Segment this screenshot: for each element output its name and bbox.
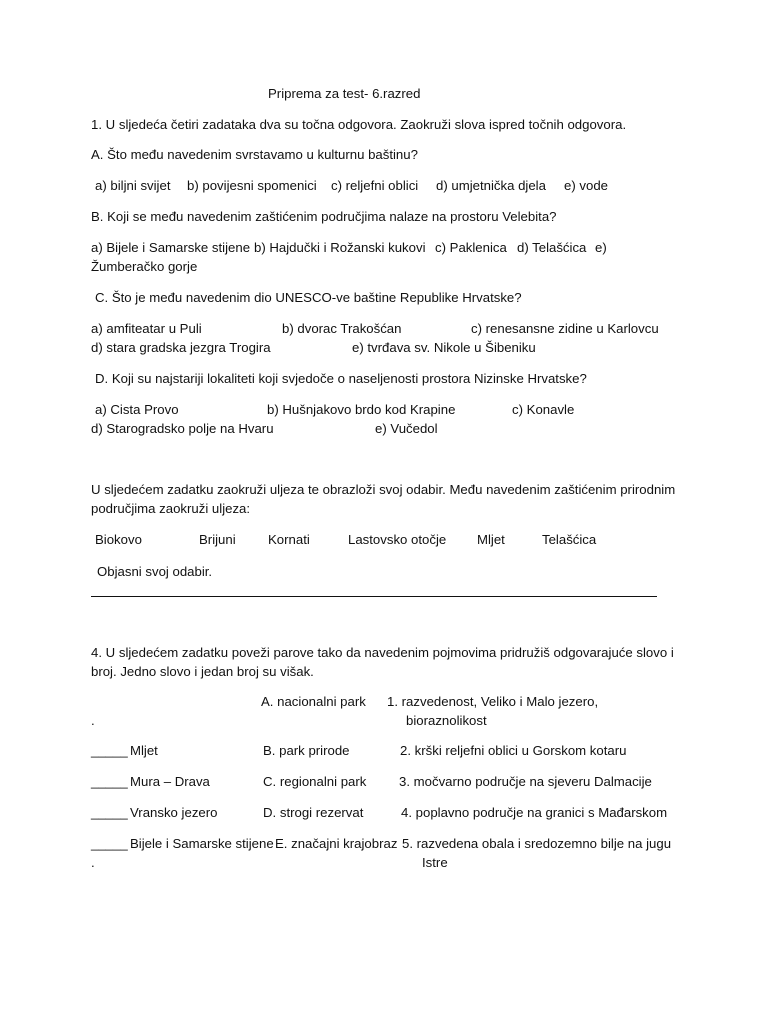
q3-option-kornati: Kornati — [268, 532, 310, 547]
q1c-option-d: d) stara gradska jezgra Trogira — [91, 340, 271, 355]
q1c-option-a: a) amfiteatar u Puli — [91, 321, 202, 336]
q1a-option-b: b) povijesni spomenici — [187, 178, 317, 193]
q3-option-lastovsko: Lastovsko otočje — [348, 532, 447, 547]
q4-letter-e: E. značajni krajobraz — [275, 836, 398, 851]
q4-letter-c: C. regionalni park — [263, 774, 367, 789]
q4-number-1: 1. razvedenost, Veliko i Malo jezero, — [387, 694, 599, 709]
q1b-option-b: b) Hajdučki i Rožanski kukovi — [254, 240, 426, 255]
q4-term-bijele: Bijele i Samarske stijene — [130, 836, 274, 851]
q4-letter-a: A. nacionalni park — [261, 694, 366, 709]
q4-letter-b: B. park prirode — [263, 743, 350, 758]
q1c-question: C. Što je među navedenim dio UNESCO-ve baštine Republike Hrvatske? — [95, 290, 522, 305]
q4-number-3: 3. močvarno područje na sjeveru Dalmacije — [399, 774, 652, 789]
q4-blank-4[interactable]: _____ — [91, 836, 128, 851]
q1d-option-d: d) Starogradsko polje na Hvaru — [91, 421, 274, 436]
q1a-option-e: e) vode — [564, 178, 608, 193]
q4-number-2: 2. krški reljefni oblici u Gorskom kotaru — [400, 743, 627, 758]
q1a-option-a: a) biljni svijet — [95, 178, 171, 193]
q1d-option-e: e) Vučedol — [375, 421, 438, 436]
q1c-option-c: c) renesansne zidine u Karlovcu — [471, 321, 659, 336]
q3-option-biokovo: Biokovo — [95, 532, 142, 547]
q1a-option-d: d) umjetnička djela — [436, 178, 546, 193]
q1-instruction: 1. U sljedeća četiri zadataka dva su točna odgovora. Zaokruži slova ispred točnih odgovora. — [91, 117, 627, 132]
q4-instruction-line1: 4. U sljedećem zadatku poveži parove tako da navedenim pojmovima pridružiš odgovarajuće slovo i — [91, 645, 674, 660]
q3-option-brijuni: Brijuni — [199, 532, 236, 547]
q1b-option-c: c) Paklenica — [435, 240, 507, 255]
q1d-option-c: c) Konavle — [512, 402, 575, 417]
q4-dot-1: . — [91, 713, 95, 728]
q4-blank-3[interactable]: _____ — [91, 805, 128, 820]
q1a-option-c: c) reljefni oblici — [331, 178, 419, 193]
q1c-option-b: b) dvorac Trakošćan — [282, 321, 402, 336]
q1b-option-e-text: Žumberačko gorje — [91, 259, 198, 274]
q4-number-5: 5. razvedena obala i sredozemno bilje na jugu — [402, 836, 672, 851]
q1d-option-b: b) Hušnjakovo brdo kod Krapine — [267, 402, 456, 417]
q4-letter-d: D. strogi rezervat — [263, 805, 364, 820]
q3-instruction-line1: U sljedećem zadatku zaokruži uljeza te obrazloži svoj odabir. Među navedenim zaštićenim prirodnim — [91, 482, 676, 497]
q1d-question: D. Koji su najstariji lokaliteti koji svjedoče o naseljenosti prostora Nizinske Hrvatske? — [95, 371, 587, 386]
q1b-question: B. Koji se među navedenim zaštićenim područjima nalaze na prostoru Velebita? — [91, 209, 557, 224]
q1b-option-d: d) Telašćica — [517, 240, 587, 255]
q4-term-vransko: Vransko jezero — [130, 805, 218, 820]
q3-instruction-line2: područjima zaokruži uljeza: — [91, 501, 251, 516]
answer-line — [91, 596, 657, 597]
q4-blank-1[interactable]: _____ — [91, 743, 128, 758]
q1c-option-e: e) tvrđava sv. Nikole u Šibeniku — [352, 340, 536, 355]
q4-number-5-cont: Istre — [422, 855, 448, 870]
q4-number-4: 4. poplavno područje na granici s Mađarskom — [401, 805, 668, 820]
q3-option-mljet: Mljet — [477, 532, 505, 547]
q1a-question: A. Što među navedenim svrstavamo u kulturnu baštinu? — [91, 147, 418, 162]
q1b-option-e: e) — [595, 240, 607, 255]
page-title: Priprema za test- 6.razred — [268, 86, 421, 101]
q1b-option-a: a) Bijele i Samarske stijene — [91, 240, 251, 255]
q3-explain-label: Objasni svoj odabir. — [97, 564, 213, 579]
q1d-option-a: a) Cista Provo — [95, 402, 179, 417]
q4-instruction-line2: broj. Jedno slovo i jedan broj su višak. — [91, 664, 314, 679]
q4-dot-2: . — [91, 855, 95, 870]
q4-term-mura-drava: Mura – Drava — [130, 774, 210, 789]
q3-option-telascica: Telašćica — [542, 532, 597, 547]
q4-blank-2[interactable]: _____ — [91, 774, 128, 789]
q4-number-1-cont: bioraznolikost — [406, 713, 487, 728]
q4-term-mljet: Mljet — [130, 743, 158, 758]
